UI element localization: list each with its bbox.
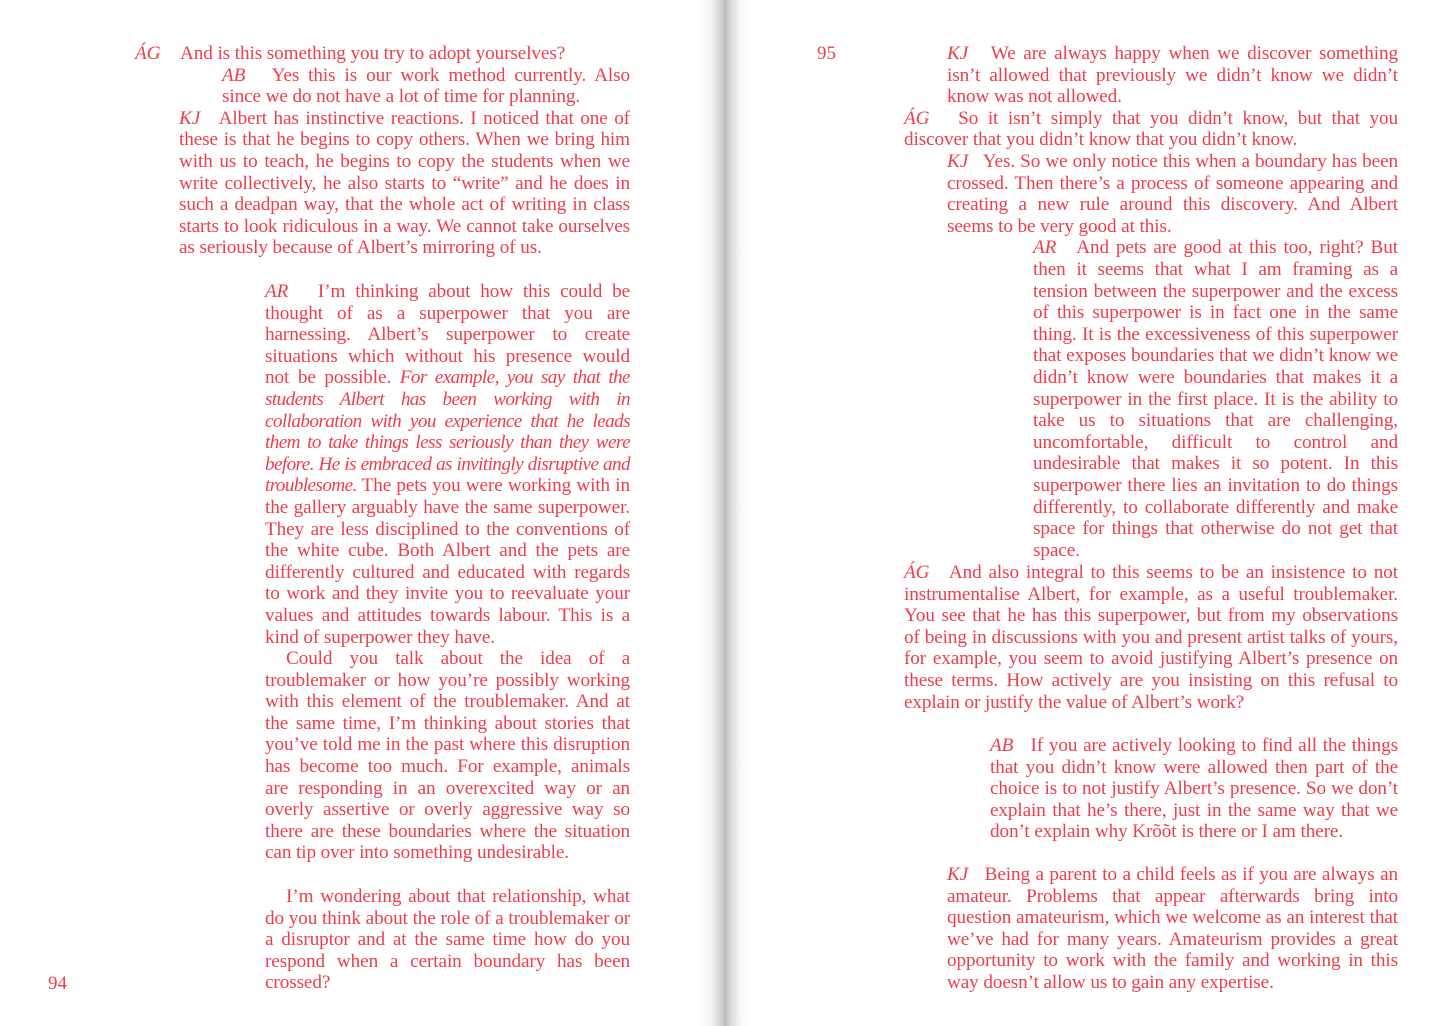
page-number: 94 — [48, 973, 67, 994]
right-page — [728, 0, 1447, 1026]
paragraph-ag-question — [135, 43, 640, 65]
speaker-label: ÁG — [904, 562, 930, 583]
speaker-label: AR — [1033, 237, 1057, 259]
paragraph-ag-discover — [904, 108, 1398, 151]
page-number: 95 — [817, 43, 836, 64]
paragraph-text: We are always happy when we discover something isn’t allowed that previously we didn’t know we didn’t know was not allowed. — [947, 43, 1398, 108]
paragraph-ar-pets — [1033, 237, 1398, 561]
paragraph-text-italic: For example, you say that the students Albert has been working with in collaboration with you experience that he leads them to take things less seriously than they were before. He is embraced as invitingly disruptive and troublesome. — [265, 367, 630, 497]
paragraph-ab-answer — [222, 65, 630, 108]
speaker-label: KJ — [947, 43, 969, 64]
paragraph-text: Being a parent to a child feels as if you are always an amateur. Problems that appear afterwards bring into question amateurism, which we welcome as an interest that we’ve had for many years. Amateurism provides a great opportunity to work with the family and working in this way doesn’t allow us to gain any expertise. — [947, 864, 1398, 993]
book-gutter-shadow — [700, 0, 748, 1026]
speaker-label: KJ — [947, 864, 969, 885]
paragraph-text: Albert has instinctive reactions. I noticed that one of these is that he begins to copy others. When we bring him with us to teach, he begins to copy the students when we write collectively, he also starts to “write” and he does in such a deadpan way, that the whole act of writing in class starts to look ridiculous in a way. We cannot take ourselves as seriously because of Albert’s mirroring of us. — [179, 107, 630, 259]
left-page — [0, 0, 718, 1026]
paragraph-kj-amateur — [947, 864, 1398, 994]
speaker-label: ÁG — [135, 43, 161, 64]
paragraph-text: Could you talk about the idea of a troublemaker or how you’re possibly working with this element of the troublemaker. And at the same time, I’m thinking about stories that you’ve told me in the past where this disruption has become too much. For example, animals are responding in an overexcited way or an overly assertive or overly aggressive way so there are these boundaries where the situation can tip over into something undesirable. — [265, 648, 630, 864]
speaker-label: AB — [990, 735, 1014, 756]
paragraph-ab-justify — [990, 735, 1398, 843]
paragraph-ar-superpower — [265, 281, 630, 648]
paragraph-text: I’m thinking about how this could be thought of as a superpower that you are harnessing. Albert’s superpower to create situations which without his presence would not be possible. — [265, 281, 631, 389]
paragraph-text: And also integral to this seems to be an insistence to not instrumentalise Albert, for example, as a useful troublemaker. You see that he has this superpower, but from my observations of being in discussions with you and present artist talks of yours, for example, you seem to avoid justifying Albert’s presence on these terms. How actively are you insisting on this refusal to explain or justify the value of Albert’s work? — [904, 562, 1398, 713]
speaker-label: KJ — [947, 151, 969, 172]
speaker-label: AB — [222, 64, 246, 86]
paragraph-troublemaker — [265, 648, 630, 864]
paragraph-kj-boundary — [947, 151, 1398, 237]
paragraph-text: Yes. So we only notice this when a boundary has been crossed. Then there’s a process of someone appearing and creating a new rule around this discovery. And Albert seems to be very good at this. — [947, 151, 1398, 237]
paragraph-text: So it isn’t simply that you didn’t know, but that you discover that you didn’t know that you didn’t know. — [904, 107, 1399, 151]
paragraph-text: I’m wondering about that relationship, what do you think about the role of a troublemaker or a disruptor and at the same time how do you respond when a certain boundary has been crossed? — [265, 886, 630, 994]
paragraph-kj-albert — [179, 108, 630, 259]
paragraph-text: The pets you were working with in the gallery arguably have the same superpower. They are less disciplined to the conventions of the white cube. Both Albert and the pets are differently cultured and educated with regards to work and they invite you to reevaluate your values and attitudes towards labour. This is a kind of superpower they have. — [265, 475, 630, 648]
paragraph-relationship — [265, 886, 630, 994]
paragraph-ag-insistence — [904, 562, 1398, 713]
speaker-label: ÁG — [904, 107, 930, 129]
paragraph-kj-happy — [947, 43, 1398, 108]
speaker-label: KJ — [179, 107, 201, 129]
paragraph-text: And pets are good at this too, right? But then it seems that what I am framing as a tension between the superpower and the excess of this superpower is in fact one in the same thing. It is the excessiveness of this superpower that exposes boundaries that we didn’t know we didn’t know were boundaries that makes it a superpower in the first place. It is the ability to take us to situations that are challenging, uncomfortable, difficult to control and undesirable that makes it so potent. In this superpower there lies an invitation to do things differently, to collaborate differently and make space for things that otherwise do not get that space. — [1033, 237, 1398, 561]
speaker-label: AR — [265, 281, 289, 302]
paragraph-text: Yes this is our work method currently. Also since we do not have a lot of time for planning. — [222, 64, 630, 108]
paragraph-text: And is this something you try to adopt yourselves? — [180, 43, 566, 64]
paragraph-text: If you are actively looking to find all the things that you didn’t know were allowed then part of the choice is to not justify Albert’s presence. So we don’t explain that he’s there, just in the same way that we don’t explain why Krõõt is there or I am there. — [990, 735, 1398, 843]
